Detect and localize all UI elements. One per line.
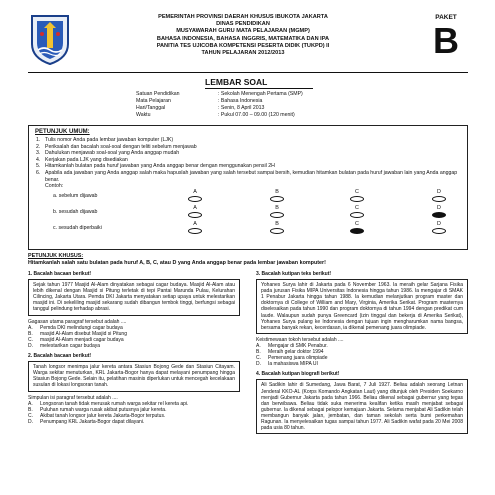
petunjuk-khusus-title: PETUNJUK KHUSUS:	[28, 253, 84, 259]
answer-bubble	[188, 228, 202, 234]
header-institution-text	[78, 14, 408, 57]
instruction-list	[35, 137, 461, 183]
reading-passage: Sejak tahun 1977 Masjid Al-Alam dinyatakan sebagai cagar budaya. Masjid Al-Alam atau lebih dikenal dengan Masjid si Pitung terletak di tepi Pantai Marunda Pulau, Kelurahan Cilincing, Jakarta Utara. Pemda DKI Jakarta menyatakan setiap upaya untuk melestarikan masjid ini. Di sekeliling masjid sekarang sudah dibangun tembok tinggi, berfungsi sebagai tanggul pelindung terhadap abrasi.	[28, 279, 240, 315]
example-option	[267, 205, 287, 218]
choice-letter: A.	[28, 400, 33, 407]
choice-letter: C.	[256, 355, 261, 362]
choice-text: masjid Al-Alam menjadi cagar budaya	[40, 336, 124, 343]
info-row	[136, 105, 303, 112]
question-text: Keistimewaan tokoh tersebut adalah ....	[256, 336, 344, 343]
choice-text: Meraih gelar doktor 1994	[268, 349, 324, 356]
answer-bubble	[270, 196, 284, 202]
choice-text: masjid Al-Alam disebut Masjid si Pitung	[40, 330, 127, 337]
choice-letter: D.	[256, 361, 261, 368]
petunjuk-khusus-text: Hitamkanlah salah satu bulatan pada huruf A, B, C, atau D yang Anda anggap benar pada lembar jawaban komputer!	[28, 260, 326, 266]
header-line: DINAS PENDIDIKAN	[216, 21, 270, 28]
instruction-number: 3.	[36, 150, 41, 157]
info-row	[136, 98, 303, 105]
choice-text: Pemda DKI melindungi cagar budaya	[40, 324, 123, 331]
paket-badge	[424, 14, 468, 64]
example-option	[429, 205, 449, 218]
choice-text: Mengajar di SMK Penabur.	[268, 342, 328, 349]
instruction-text: Tulis nomor Anda pada lembar jawaban komputer (LJK)	[45, 137, 174, 143]
reading-passage: Yohanes Surya lahir di Jakarta pada 6 November 1963. Ia meraih gelar Sarjana Fisika pada jurusan Fisika MIPA Universitas Indonesia hingga tahun 1986. Ia mengajar di SMAK 1 Penabur Jakarta hingga tahun 1988. Ia kemudian melanjutkan program master dan doktornya di College of William and Mary, Virginia, Amerika Serikat. Program masternya diselesaikan pada tahun 1990 dan program doktornya di tahun 1994 dengan predikat cum laude. Walaupun sudah punya Greencard (izin tinggal dan bekerja di Amerika Serikat), Yohanes Surya pulang ke Indonesia dengan tujuan ingin mengharumkan nama bangsa, bersama banyak rekan, kecerdasan, ia dikenal pemenang juara olimpiade.	[256, 279, 468, 334]
answer-choice[interactable]	[28, 419, 240, 425]
choice-text: Ia mahasiswa MIPA UI	[268, 361, 318, 368]
question-column-right	[256, 271, 468, 437]
question-title: 2. Bacalah bacaan berikut!	[28, 353, 92, 360]
choice-letter: B.	[28, 406, 33, 413]
option-letter: C	[355, 189, 359, 196]
paket-label: PAKET	[435, 14, 457, 21]
question-title: 3. Bacalah kutipan teks berikut!	[256, 271, 332, 277]
info-row	[136, 112, 303, 119]
choice-letter: C.	[28, 336, 33, 343]
header-line: BAHASA INDONESIA, BAHASA INGGRIS, MATEMATIKA DAN IPA	[156, 35, 330, 42]
choice-text: Pemenang juara olimpiade	[268, 355, 328, 362]
example-label: b. sesudah dijawab	[53, 209, 98, 216]
info-value: : Pukul 07.00 – 09.00 (120 menit)	[218, 112, 295, 118]
example-option	[429, 221, 449, 234]
choice-letter: B.	[28, 330, 33, 337]
answer-bubble	[350, 228, 364, 234]
instruction-item	[36, 163, 461, 170]
instruction-text: Apabila ada jawaban yang Anda anggap salah maka hapuslah jawaban yang salah tersebut sampai bersih, kemudian hitamkan bulatan pada huruf jawaban lain yang Anda anggap benar.	[45, 169, 458, 183]
reading-passage: Tanah longsor menimpa jalur kereta antara Stasiun Bojong Gede dan Stasiun Citayam. Warga sekitar menuturkan, KRL Jakarta-Bogor hanya dapat melayani penumpang hingga Stasiun Bojong Gede. Selain itu, pelatihan masinis diperlukan untuk mencegah kecelakaan susulan di lokasi longsoran tanah.	[28, 361, 240, 391]
option-letter: B	[275, 189, 279, 196]
option-letter: C	[355, 205, 359, 212]
example-option	[267, 221, 287, 234]
question-title: 1. Bacalah bacaan berikut!	[28, 271, 92, 277]
choice-list	[28, 325, 240, 349]
info-label: Satuan Pendidikan	[136, 91, 180, 97]
answer-bubble	[350, 212, 364, 218]
example-option	[347, 205, 367, 218]
info-label: Mata Pelajaran	[136, 98, 171, 104]
instruction-text: Periksalah dan bacalah soal-soal dengan teliti sebelum menjawab	[45, 143, 197, 150]
instruction-item	[36, 143, 461, 151]
choice-letter: D.	[28, 418, 33, 425]
choice-letter: A.	[256, 342, 261, 349]
example-option	[185, 189, 205, 202]
example-row	[35, 189, 461, 205]
option-letter: B	[275, 205, 279, 212]
header-line: PANITIA TES UJICOBA KOMPETENSI PESERTA DIDIK (TUKPD) II	[156, 42, 330, 49]
choice-letter: A.	[28, 324, 33, 331]
answer-bubble	[188, 196, 202, 202]
exam-info-table	[136, 91, 303, 119]
lembar-soal-title: LEMBAR SOAL	[205, 77, 268, 87]
option-letter: D	[437, 205, 441, 212]
example-row	[35, 205, 461, 221]
instruction-text: Hitamkanlah bulatan pada huruf jawaban yang Anda anggap benar dengan menggunakan pensil 2H	[45, 163, 275, 170]
answer-bubble	[432, 196, 446, 202]
option-letter: C	[355, 221, 359, 228]
choice-letter: D.	[28, 342, 33, 349]
example-row	[35, 221, 461, 237]
instruction-number: 2.	[36, 143, 41, 150]
choice-text: melestarikan cagar budaya	[40, 342, 101, 349]
answer-choice[interactable]	[256, 361, 468, 367]
header-line: MUSYAWARAH GURU MATA PELAJARAN (MGMP)	[176, 28, 310, 35]
header-divider	[28, 72, 468, 73]
option-letter: D	[437, 189, 441, 196]
info-row	[136, 91, 303, 98]
title-underline	[205, 88, 313, 89]
instruction-item	[36, 150, 461, 157]
instruction-number: 1.	[36, 137, 41, 143]
choice-letter: C.	[28, 412, 33, 419]
instruction-item	[36, 137, 461, 144]
choice-text: Akibat tanah longsor jalur kereta Jakarta-Bogor terputus.	[40, 412, 166, 419]
reading-passage: Ali Sadikin lahir di Sumedang, Jawa Barat, 7 Juli 1927. Beliau adalah seorang Letnan Jenderal KKO-AL (Korps Komando Angkatan Laut) yang ditunjuk oleh Presiden Soekarno menjadi Gubernur Jakarta pada tahun 1966. Beliau dikenal sebagai gubernur yang tegas dan berwibawa. Beliau tidak suka menerima kealifan ketika masih menjabat sebagai gubernur. Ia dikenal sebagai pelopor kemajuan Jakarta. Selama menjabat Ali Sadikin telah membangun banyak jalan, jembatan, dan taman sekolah serta bumi perkemahan Ragunan. Ia menyelesaikan tugas sampai tahun 1977. Ali Sadikin wafat pada 20 Mei 2008 pada usia 80 tahun.	[256, 379, 468, 434]
answer-bubble	[432, 212, 446, 218]
option-letter: D	[437, 221, 441, 228]
document-header	[28, 14, 468, 72]
instruction-text: Kerjakan pada LJK yang disediakan	[45, 156, 128, 163]
question-column-left	[28, 271, 240, 425]
info-value: : Sekolah Menengah Pertama (SMP)	[218, 91, 303, 97]
header-line: TAHUN PELAJARAN 2012/2013	[201, 50, 285, 57]
choice-list	[28, 401, 240, 425]
petunjuk-khusus	[28, 253, 468, 267]
example-label: c. sesudah diperbaiki	[53, 225, 102, 232]
header-line: PEMERINTAH PROVINSI DAERAH KHUSUS IBUKOTA JAKARTA	[158, 14, 328, 20]
instruction-text: Dahulukan menjawab soal-soal yang Anda anggap mudah	[45, 150, 180, 157]
petunjuk-umum-title: PETUNJUK UMUM:	[35, 129, 90, 135]
answer-examples	[35, 189, 461, 237]
question-text: Simpulan isi paragraf tersebut adalah ....	[28, 394, 118, 401]
instruction-item	[36, 156, 461, 164]
question-title: 4. Bacalah kutipan biografi berikut!	[256, 371, 340, 378]
info-value: : Senin, 8 April 2013	[218, 105, 265, 111]
choice-text: Puluhan rumah warga rusak akibat putusnya jalur kereta.	[40, 406, 167, 413]
jakarta-emblem-icon	[28, 14, 72, 66]
info-label: Hari/Tanggal	[136, 105, 166, 111]
info-value: : Bahasa Indonesia	[218, 98, 263, 104]
answer-bubble	[188, 212, 202, 218]
example-label: a. sebelum dijawab	[53, 193, 98, 200]
example-option	[185, 221, 205, 234]
paket-letter: B	[433, 20, 459, 61]
example-option	[347, 189, 367, 202]
example-option	[185, 205, 205, 218]
option-letter: A	[193, 189, 197, 196]
answer-bubble	[350, 196, 364, 202]
example-option	[429, 189, 449, 202]
choice-text: Penumpang KRL Jakarta-Bogor dapat dilayani.	[40, 418, 145, 425]
answer-bubble	[270, 212, 284, 218]
option-letter: B	[275, 221, 279, 228]
example-option	[347, 221, 367, 234]
petunjuk-umum-box	[28, 125, 468, 250]
instruction-number: 6.	[36, 169, 41, 176]
answer-choice[interactable]	[28, 343, 240, 349]
choice-list	[256, 343, 468, 367]
question-text: Gagasan utama paragraf tersebut adalah ....	[28, 318, 127, 325]
answer-bubble	[270, 228, 284, 234]
instruction-item	[36, 169, 461, 183]
choice-letter: B.	[256, 349, 261, 356]
choice-text: Longsoran tanah tidak merusak rumah warga sekitar rel kereta api.	[40, 400, 189, 407]
answer-bubble	[432, 228, 446, 234]
instruction-number: 4.	[36, 156, 41, 163]
option-letter: A	[193, 205, 197, 212]
instruction-number: 5.	[36, 163, 41, 170]
contoh-label: Contoh:	[45, 183, 64, 190]
option-letter: A	[193, 221, 197, 228]
info-label: Waktu	[136, 112, 151, 118]
example-option	[267, 189, 287, 202]
